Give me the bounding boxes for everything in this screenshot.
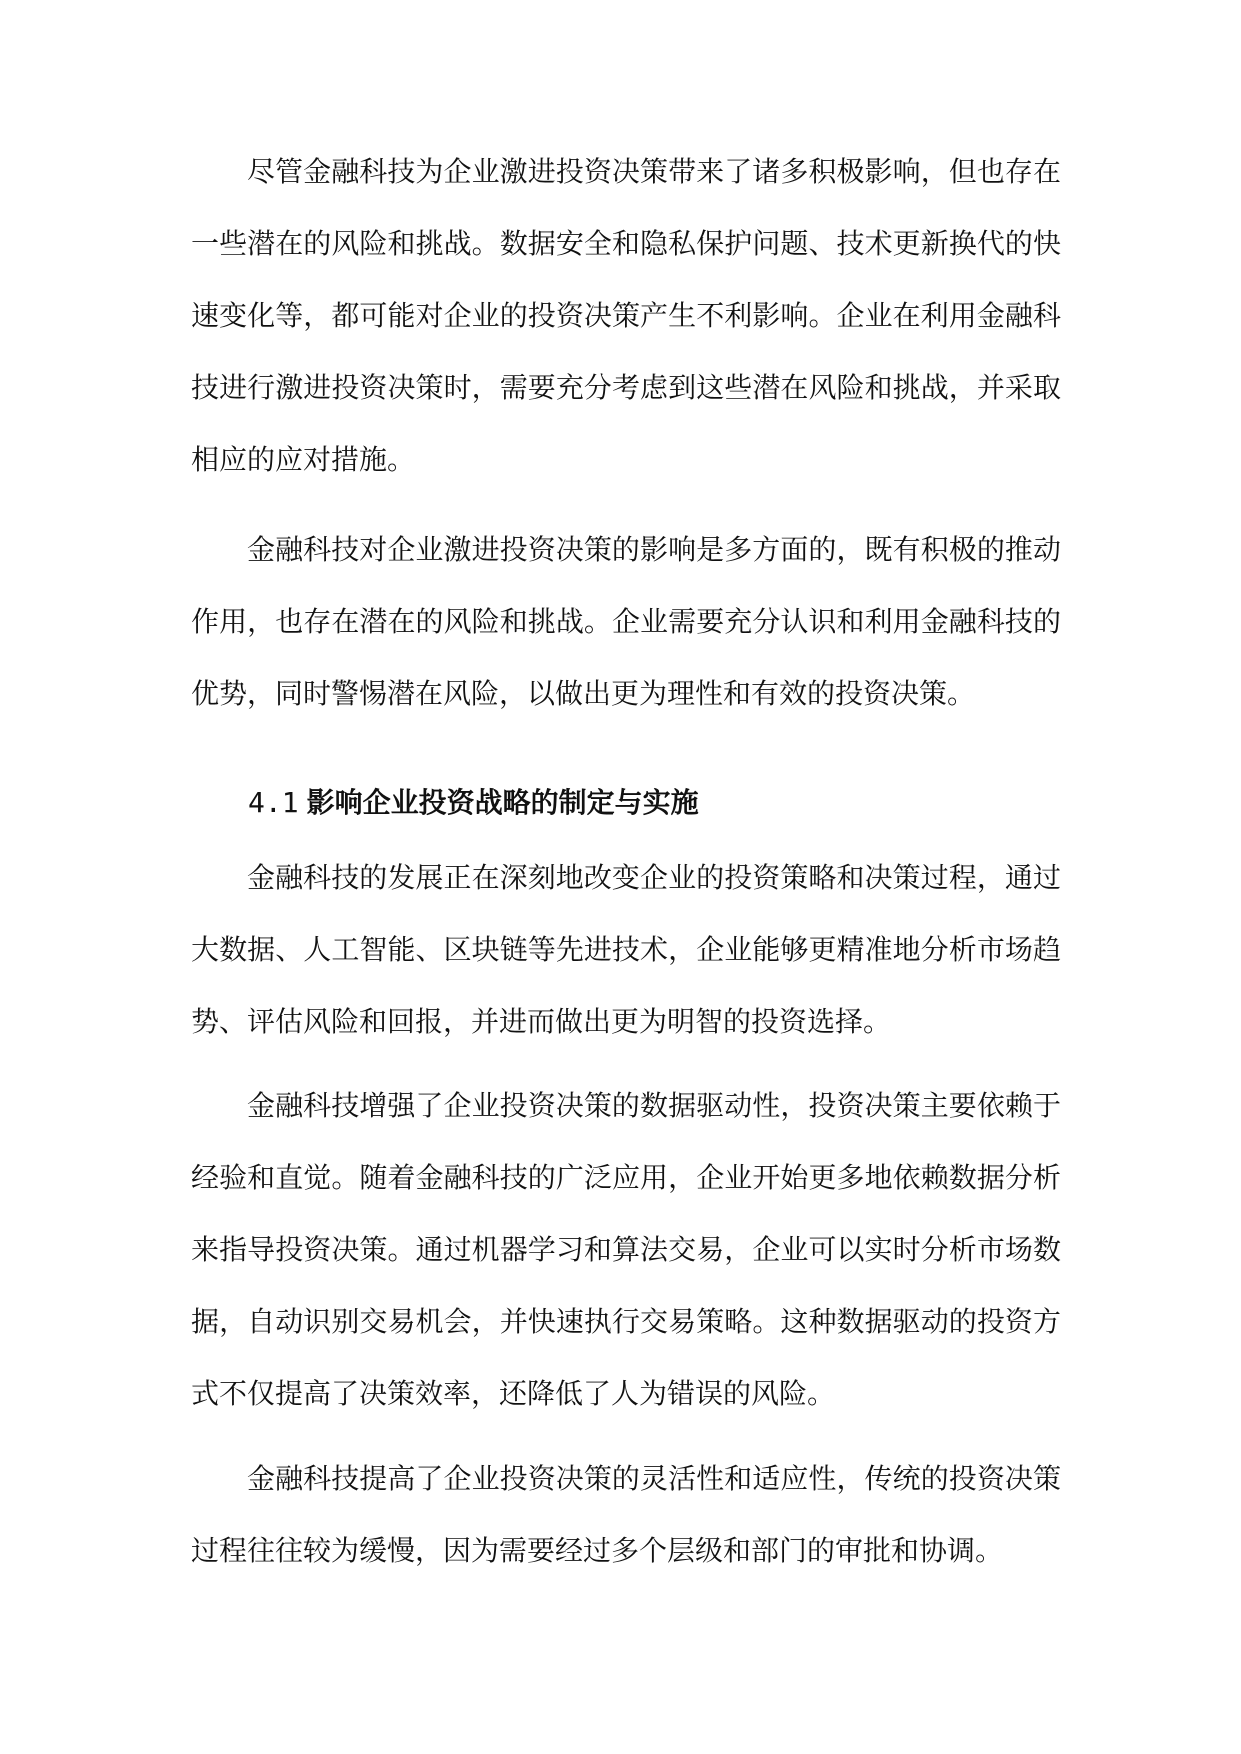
section-number: 4.1: [248, 786, 299, 819]
paragraph-section-intro: 金融科技的发展正在深刻地改变企业的投资策略和决策过程，通过大数据、人工智能、区块链等先进技术，企业能够更精准地分析市场趋势、评估风险和回报，并进而做出更为明智的投资选择。: [191, 861, 1061, 1038]
paragraph-summary: 金融科技对企业激进投资决策的影响是多方面的，既有积极的推动作用，也存在潜在的风险和挑战。企业需要充分认识和利用金融科技的优势，同时警惕潜在风险，以做出更为理性和有效的投资决策。: [191, 533, 1061, 710]
section-heading: [248, 775, 699, 831]
section-title: 影响企业投资战略的制定与实施: [306, 786, 699, 819]
paragraph-flexibility: 金融科技提高了企业投资决策的灵活性和适应性，传统的投资决策过程往往较为缓慢，因为需要经过多个层级和部门的审批和协调。: [191, 1462, 1061, 1567]
paragraph-data-driven: 金融科技增强了企业投资决策的数据驱动性，投资决策主要依赖于经验和直觉。随着金融科技的广泛应用，企业开始更多地依赖数据分析来指导投资决策。通过机器学习和算法交易，企业可以实时分析市场数据，自动识别交易机会，并快速执行交易策略。这种数据驱动的投资方式不仅提高了决策效率，还降低了人为错误的风险。: [191, 1089, 1061, 1410]
paragraph-risks: 尽管金融科技为企业激进投资决策带来了诸多积极影响，但也存在一些潜在的风险和挑战。数据安全和隐私保护问题、技术更新换代的快速变化等，都可能对企业的投资决策产生不利影响。企业在利用金融科技进行激进投资决策时，需要充分考虑到这些潜在风险和挑战，并采取相应的应对措施。: [191, 155, 1061, 476]
